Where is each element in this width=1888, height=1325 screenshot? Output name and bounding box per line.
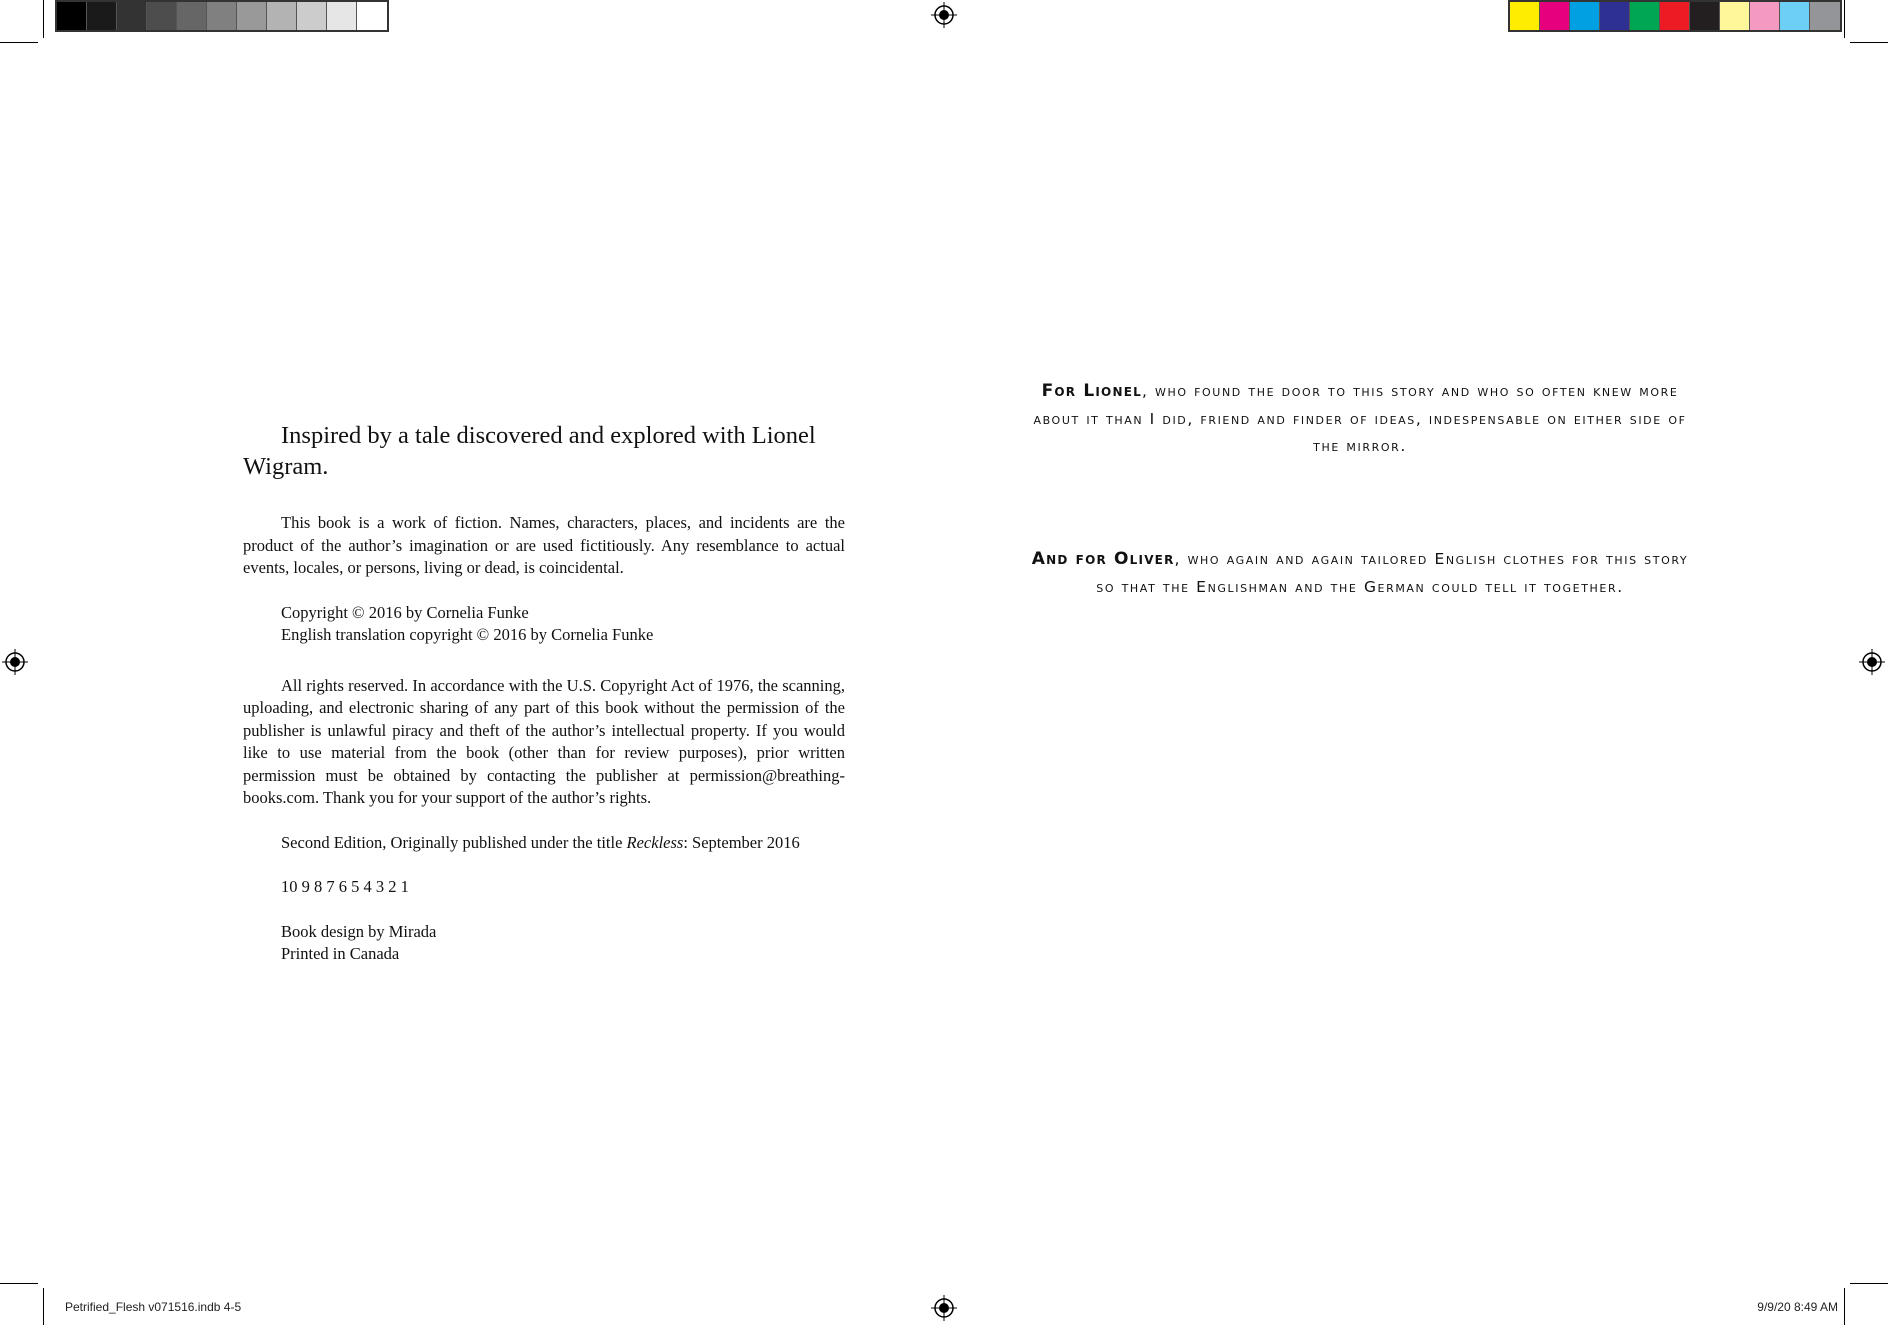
book-design-credit: Book design by Mirada [281,921,437,941]
timestamp-slug: 9/9/20 8:49 AM [1757,1300,1838,1314]
process-color-bar [1508,0,1842,32]
color-swatch [297,2,327,30]
color-swatch [147,2,177,30]
color-swatch [237,2,267,30]
copyright-line: Copyright © 2016 by Cornelia Funke [281,602,529,622]
credits-block [243,921,845,966]
grayscale-color-bar [55,0,389,32]
registration-mark-icon [931,2,957,28]
dedication-text: , who found the door to this story and who so often knew more about it than I did, friend and finder of ideas, indespensable on either side of the mirror. [1033,382,1687,455]
copyright-block [243,602,845,647]
crop-mark [1850,42,1888,43]
printing-line: 10 9 8 7 6 5 4 3 2 1 [281,877,409,896]
color-swatch [1720,2,1750,30]
crop-mark [43,0,44,38]
edition-line [243,832,845,855]
color-swatch [1750,2,1780,30]
color-swatch [1540,2,1570,30]
crop-mark [43,1288,44,1325]
original-title: Reckless [626,832,684,852]
crop-mark [0,42,38,43]
color-swatch [177,2,207,30]
fiction-notice: This book is a work of fiction. Names, characters, places, and incidents are the product of the author’s imagination or are used fictitiously. Any resemblance to actual events, locales, or persons, living or dead, is coincidental. [243,513,845,577]
dedication-name: And for Oliver [1031,549,1175,569]
edition-suffix: : September 2016 [683,832,800,852]
color-swatch [357,2,387,30]
dedication-name: For Lionel [1041,381,1142,401]
color-swatch [87,2,117,30]
registration-mark-icon [1859,649,1885,675]
edition-prefix: Second Edition, Originally published under the title [281,832,627,852]
inspired-by-note: Inspired by a tale discovered and explored with Lionel Wigram. [243,422,816,480]
crop-mark [1844,0,1845,38]
color-swatch [1810,2,1840,30]
rights-notice: All rights reserved. In accordance with the U.S. Copyright Act of 1976, the scanning, uploading, and electronic sharing of any part of this book without the permission of the publisher is unlawful piracy and theft of the author’s intellectual property. If you would like to use material from the book (other than for review purposes), prior written permission must be obtained by contacting the publisher at permission@breathing-books.com. Thank you for your support of the author’s rights. [243,675,845,807]
color-swatch [1780,2,1810,30]
printed-location: Printed in Canada [281,944,400,963]
crop-mark [1850,1283,1888,1284]
color-swatch [1690,2,1720,30]
color-swatch [1600,2,1630,30]
color-swatch [1570,2,1600,30]
registration-mark-icon [931,1295,957,1321]
color-swatch [1630,2,1660,30]
color-swatch [1660,2,1690,30]
color-swatch [117,2,147,30]
crop-mark [0,1283,38,1284]
color-swatch [267,2,297,30]
color-swatch [57,2,87,30]
dedication-lionel [1030,378,1690,461]
color-swatch [207,2,237,30]
dedication-oliver [1030,546,1690,601]
translation-copyright-line: English translation copyright © 2016 by Cornelia Funke [281,625,654,644]
registration-mark-icon [2,649,28,675]
crop-mark [1844,1288,1845,1325]
color-swatch [1510,2,1540,30]
color-swatch [327,2,357,30]
copyright-page [243,420,845,966]
dedication-text: , who again and again tailored English clothes for this story so that the Englishman and the German could tell it together. [1096,550,1689,596]
file-slug: Petrified_Flesh v071516.indb 4-5 [65,1300,242,1314]
